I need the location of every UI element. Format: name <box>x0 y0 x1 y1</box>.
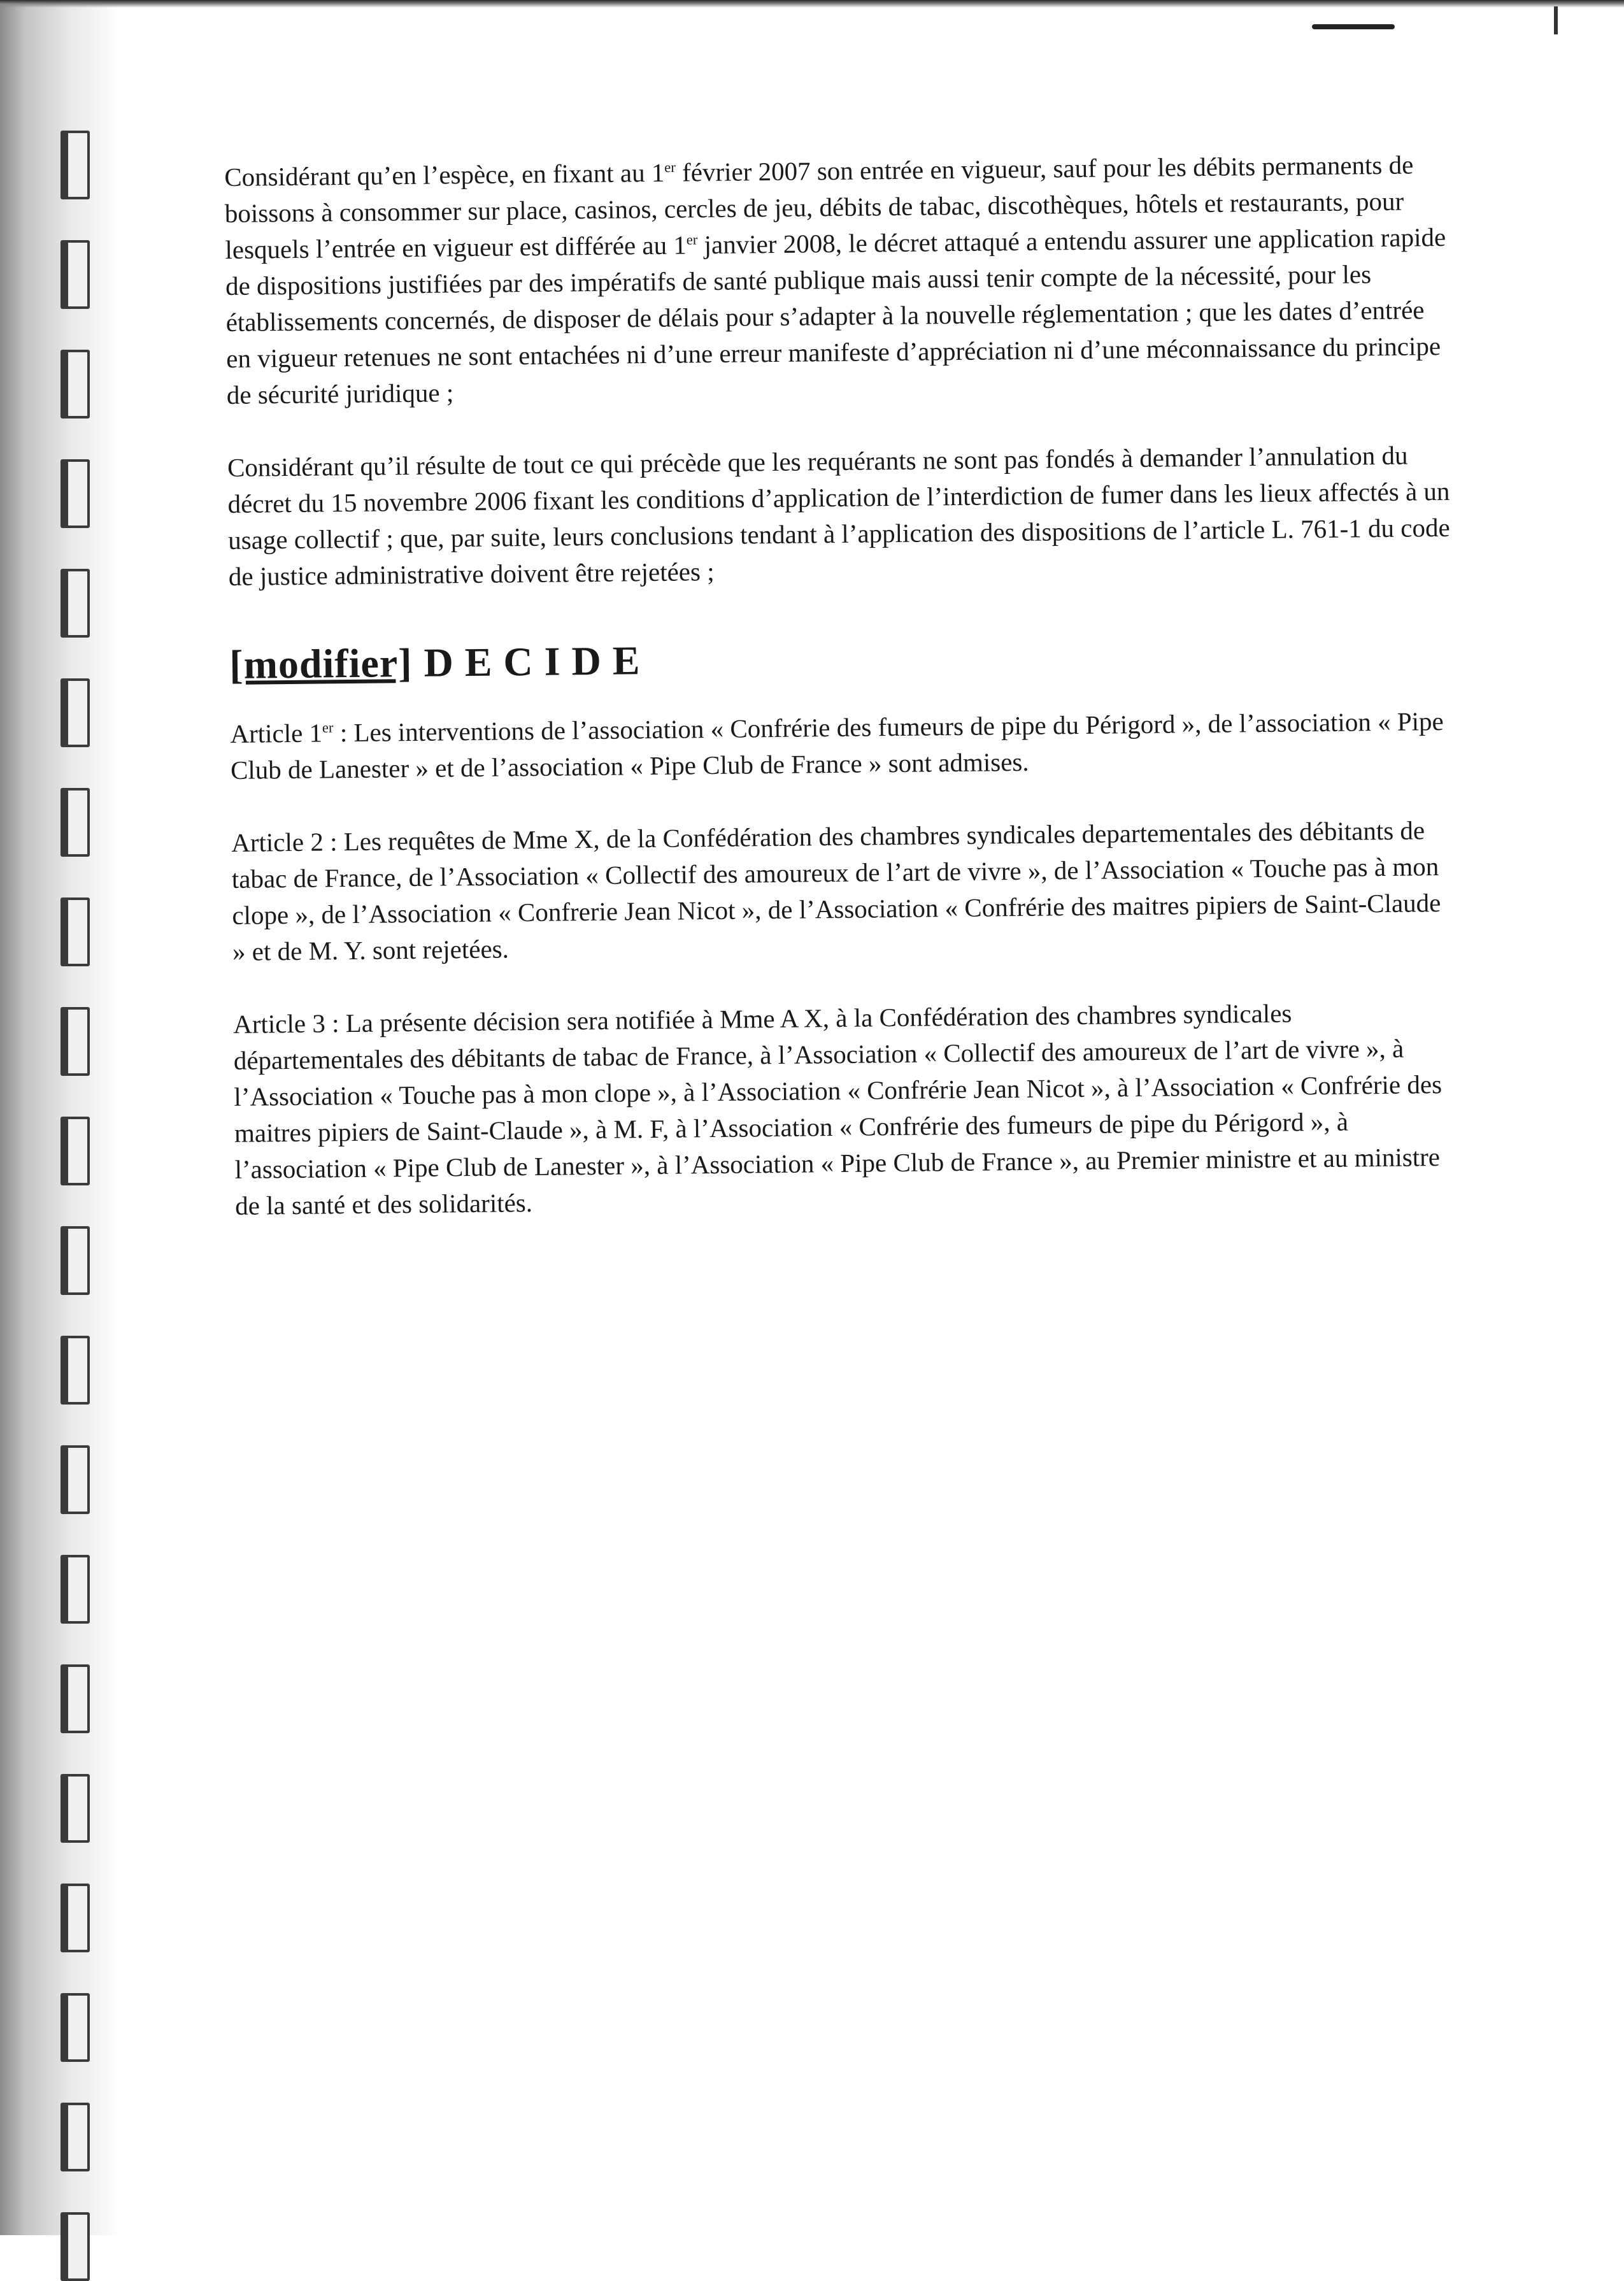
binding-hole <box>61 1336 90 1405</box>
binding-hole <box>61 569 90 638</box>
ordinal-suffix: er <box>686 231 698 248</box>
article-3: Article 3 : La présente décision sera notifiée à Mme A X, à la Confédération des chambres syndicales départementales des débitants de tabac de France, à l’Association « Collectif des amoureux de l’art de vivre », à l’Association « Touche pas à mon clope », à l’Association « Confrérie Jean Nicot », à l’Association « Confrérie des maitres pipiers de Saint-Claude », à M. F, à l’Association « Confrérie des fumeurs de pipe du Périgord », à l’association « Pipe Club de Lanester », à l’Association « Pipe Club de France », au Premier ministre et au ministre de la santé et des solidarités. <box>232 998 1442 1220</box>
scan-corner-mark <box>1554 6 1558 34</box>
document-body <box>224 147 1458 1261</box>
modifier-edit-link[interactable]: [modifier] <box>229 640 413 687</box>
binding-hole <box>61 1884 90 1952</box>
binding-hole <box>61 788 90 857</box>
decision-heading <box>229 627 1453 690</box>
paragraph-text: février 2007 son entrée en vigueur, sauf pour les débits permanents de boissons à consommer sur place, casinos, cercles de jeu, débits de tabac, discothèques, hôtels et restaurants, pour lesquels l’entrée en vigueur est différée au 1 <box>224 150 1414 264</box>
paragraph-text: Considérant qu’en l’espèce, en fixant au 1 <box>224 157 665 192</box>
binding-hole <box>61 2212 90 2281</box>
article-text: : Les interventions de l’association « Confrérie des fumeurs de pipe du Périgord », de l’association « Pipe Club de Lanester » et de l’association « Pipe Club de France » sont admises. <box>230 706 1444 785</box>
binding-hole <box>61 1445 90 1514</box>
binding-hole <box>61 678 90 747</box>
heading-title: DECIDE <box>424 638 652 685</box>
binding-hole <box>61 1226 90 1295</box>
article-2: Article 2 : Les requêtes de Mme X, de la Confédération des chambres syndicales departementales des débitants de tabac de France, de l’Association « Collectif des amoureux de l’art de vivre », de l’Association « Touche pas à mon clope », de l’Association « Confrerie Jean Nicot », de l’Association « Confrérie des maitres pipiers de Saint-Claude » et de M. Y. sont rejetées. <box>231 815 1441 966</box>
binding-hole <box>61 1007 90 1076</box>
comb-binding <box>61 0 118 2235</box>
paragraph-text: janvier 2008, le décret attaqué a entendu assurer une application rapide de dispositions justifiées par des impératifs de santé publique mais aussi tenir compte de la nécessité, pour les établissements concernés, de disposer de délais pour s’adapter à la nouvelle réglementation ; que les dates d’entrée en vigueur retenues ne sont entachées ni d’une erreur manifeste d’appréciation ni d’une méconnaissance du principe de sécurité juridique ; <box>225 222 1446 410</box>
binding-hole <box>61 131 90 199</box>
binding-hole <box>61 1664 90 1733</box>
binding-hole <box>61 897 90 966</box>
paragraph-considerant-1 <box>224 147 1449 413</box>
binding-hole <box>61 240 90 309</box>
binding-hole <box>61 1117 90 1185</box>
ordinal-suffix: er <box>664 159 676 176</box>
scan-mark <box>1312 24 1395 29</box>
binding-hole <box>61 350 90 418</box>
ordinal-suffix: er <box>322 719 334 736</box>
paragraph-considerant-2: Considérant qu’il résulte de tout ce qui précède que les requérants ne sont pas fondés à demander l’annulation du décret du 15 novembre 2006 fixant les conditions d’application de l’interdiction de fumer dans les lieux affectés à un usage collectif ; que, par suite, leurs conclusions tendant à l’application des dispositions de l’article L. 761-1 du code de justice administrative doivent être rejetées ; <box>227 440 1450 591</box>
article-label: Article 1 <box>230 718 323 748</box>
binding-hole <box>61 1774 90 1843</box>
binding-hole <box>61 1993 90 2062</box>
binding-hole <box>61 459 90 528</box>
binding-hole <box>61 1555 90 1624</box>
article-1 <box>230 703 1453 789</box>
scan-top-shadow <box>0 0 1624 8</box>
binding-hole <box>61 2103 90 2171</box>
